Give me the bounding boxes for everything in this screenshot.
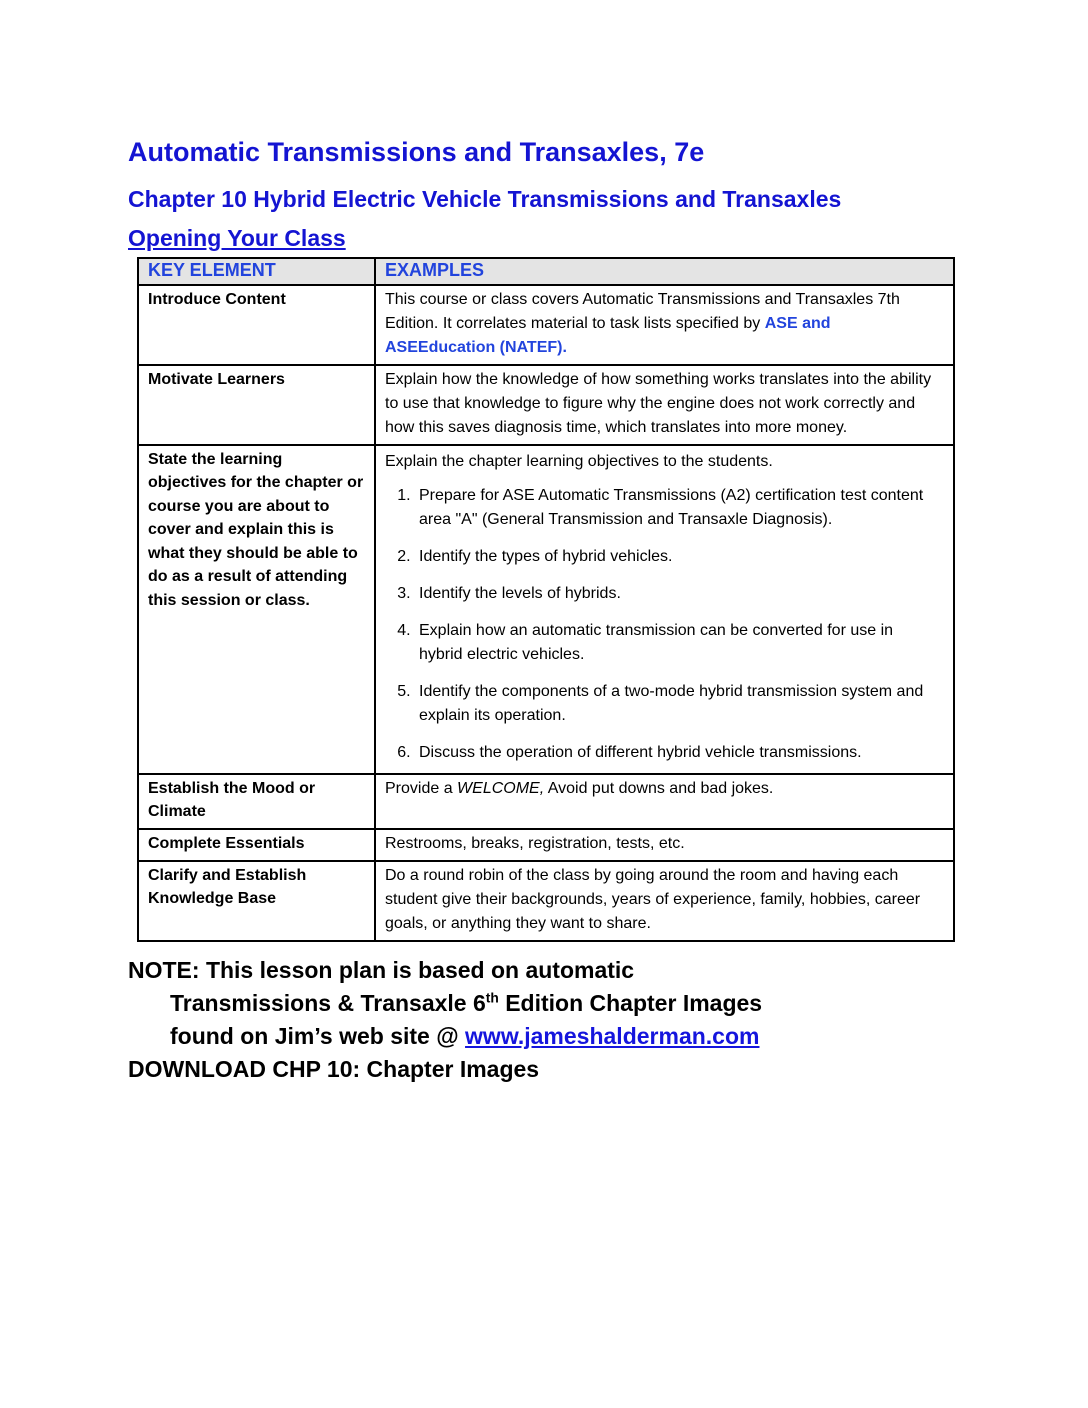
section-heading: Opening Your Class bbox=[128, 224, 346, 251]
note-line-2-text-end: Edition Chapter Images bbox=[498, 989, 763, 1016]
objective-item: 4. Explain how an automatic transmission can be converted for use in hybrid electric vehicles. bbox=[415, 619, 941, 667]
note-line-1: NOTE: This lesson plan is based on automatic bbox=[128, 956, 635, 983]
example-highlight-ase: ASE and ASEEducation (NATEF). bbox=[385, 314, 831, 356]
note-line-3 bbox=[128, 1020, 958, 1053]
ordinal-superscript: th bbox=[485, 990, 499, 1006]
example-text: This course or class covers Automatic Transmissions and Transaxles 7th Edition. It correlates material to task lists specified by bbox=[385, 290, 900, 332]
note-line-2 bbox=[128, 987, 958, 1020]
objective-item: 1. Prepare for ASE Automatic Transmissions (A2) certification test content area "A" (General Transmission and Transaxle Diagnosis). bbox=[415, 484, 941, 532]
note-block bbox=[128, 954, 958, 1086]
note-line-4: DOWNLOAD CHP 10: Chapter Images bbox=[128, 1055, 540, 1082]
column-header-examples: EXAMPLES bbox=[375, 258, 954, 285]
key-element-label: Introduce Content bbox=[138, 285, 375, 365]
examples-cell: Restrooms, breaks, registration, tests, etc. bbox=[375, 829, 954, 861]
examples-cell: Do a round robin of the class by going around the room and having each student give their backgrounds, years of experience, family, hobbies, career goals, or anything they want to share. bbox=[375, 861, 954, 941]
note-line-3-text: found on Jim’s web site @ bbox=[170, 1022, 466, 1049]
lesson-plan-table bbox=[137, 257, 955, 942]
key-element-label: Complete Essentials bbox=[138, 829, 375, 861]
column-header-key-element: KEY ELEMENT bbox=[138, 258, 375, 285]
objective-item: 5. Identify the components of a two-mode hybrid transmission system and explain its operation. bbox=[415, 680, 941, 728]
key-element-label: Clarify and Establish Knowledge Base bbox=[138, 861, 375, 941]
examples-cell bbox=[375, 445, 954, 774]
objectives-list bbox=[385, 484, 941, 765]
key-element-label: State the learning objectives for the chapter or course you are about to cover and explain this is what they should be able to do as a result of attending this session or class. bbox=[138, 445, 375, 774]
objective-item: 3. Identify the levels of hybrids. bbox=[415, 582, 941, 606]
key-element-label: Establish the Mood or Climate bbox=[138, 774, 375, 829]
website-link[interactable]: www.jameshalderman.com bbox=[465, 1022, 760, 1049]
table-header-row bbox=[138, 258, 954, 285]
table-row-complete-essentials bbox=[138, 829, 954, 861]
objectives-intro: Explain the chapter learning objectives to the students. bbox=[385, 452, 773, 470]
table-row-motivate-learners bbox=[138, 365, 954, 445]
examples-cell bbox=[375, 285, 954, 365]
examples-cell: Explain how the knowledge of how something works translates into the ability to use that knowledge to figure why the engine does not work correctly and how this saves diagnosis time, which translates into more money. bbox=[375, 365, 954, 445]
welcome-emphasis: WELCOME, bbox=[457, 779, 545, 797]
table-row-learning-objectives bbox=[138, 445, 954, 774]
example-text: Avoid put downs and bad jokes. bbox=[544, 779, 774, 797]
examples-cell bbox=[375, 774, 954, 829]
table-row-clarify-knowledge bbox=[138, 861, 954, 941]
table-row-introduce-content bbox=[138, 285, 954, 365]
key-element-label: Motivate Learners bbox=[138, 365, 375, 445]
objective-item: 2. Identify the types of hybrid vehicles. bbox=[415, 545, 941, 569]
chapter-heading: Chapter 10 Hybrid Electric Vehicle Transmissions and Transaxles bbox=[128, 185, 842, 212]
objective-item: 6. Discuss the operation of different hybrid vehicle transmissions. bbox=[415, 741, 941, 765]
example-text: Provide a bbox=[385, 779, 458, 797]
table-row-establish-mood bbox=[138, 774, 954, 829]
note-line-2-text: Transmissions & Transaxle 6 bbox=[170, 989, 486, 1016]
document-title: Automatic Transmissions and Transaxles, 7e bbox=[128, 137, 705, 167]
